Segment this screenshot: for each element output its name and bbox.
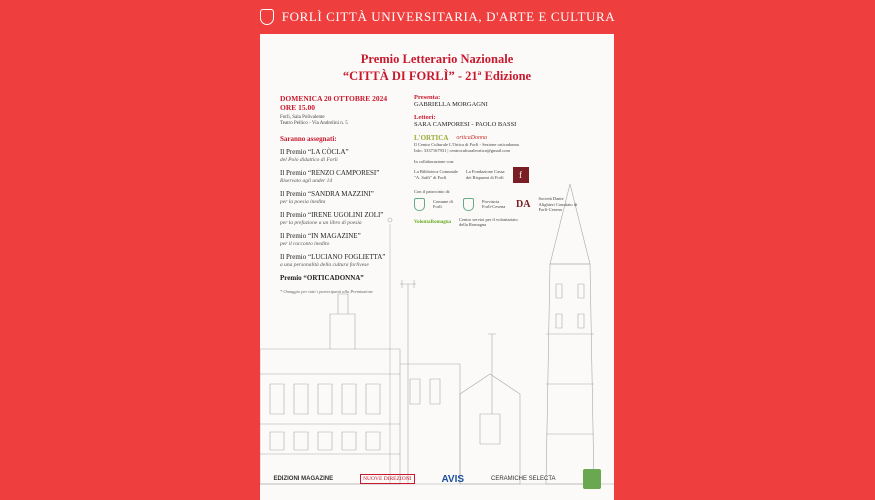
- volontaromagna-logo: VolontaRomagna: [414, 219, 452, 225]
- sponsor-edizioni: EDIZIONI MAGAZINE: [273, 476, 334, 482]
- poster-subtitle: “CITTÀ DI FORLÌ” - 21ª Edizione: [342, 69, 532, 83]
- presenter-label: Presenta:: [414, 94, 441, 101]
- event-place-2: Teatro Pellico - Via Andrelini n. 5: [280, 121, 348, 126]
- poster-header: [260, 52, 614, 84]
- city-crest-icon: [260, 9, 274, 25]
- patron-dante: Società Dante Alighieri Comitato di Forlì-Cesena: [538, 196, 578, 212]
- sponsor-strip: [260, 464, 614, 494]
- patron-provincia: Provincia Forlì-Cesena: [482, 198, 506, 210]
- prize-name: Premio “ORTICADONNA”: [280, 274, 364, 282]
- site-header: [0, 0, 875, 34]
- prize-name: Il Premio “LA CÒCLA”: [280, 148, 349, 156]
- prize-item: [280, 274, 420, 283]
- poster-title: Premio Letterario Nazionale: [360, 52, 514, 66]
- prize-name: Il Premio “IN MAGAZINE”: [280, 232, 361, 240]
- collab-logos: [414, 167, 604, 183]
- prize-desc: per la poesia inedita: [280, 199, 326, 205]
- patronage-logos: [414, 196, 604, 213]
- presenter-name: GABRIELLA MORGAGNI: [414, 101, 488, 108]
- comune-crest-icon: [414, 198, 425, 211]
- prize-item: [280, 190, 420, 206]
- event-place-1: Forlì, Sala Polivalente: [280, 115, 325, 120]
- dante-logo: DA: [516, 198, 531, 210]
- prize-item: [280, 232, 420, 248]
- event-time: ORE 15.00: [280, 103, 316, 112]
- readers-label: Lettori:: [414, 114, 436, 121]
- prize-desc: del Polo didattico di Forlì: [280, 157, 338, 163]
- sponsor-avis: AVIS: [441, 473, 465, 485]
- sponsor-ceramiche: CERAMICHE SELECTA: [490, 476, 556, 482]
- prize-desc: a una personalità della cultura forlivese: [280, 262, 369, 268]
- prize-desc: per la prefazione a un libro di poesia: [280, 220, 362, 226]
- event-poster[interactable]: [260, 34, 614, 500]
- organizer-contact: Info: 3337167931 | centroculturaleortica@gmail.com: [414, 147, 511, 153]
- collab-foundation-sub: dei Risparmi di Forlì: [466, 174, 504, 180]
- collab-foundation: La Fondazione Cassa: [466, 169, 505, 174]
- ortica-logo: L'ORTICA: [414, 134, 449, 142]
- patronage-heading: Con il patrocinio di:: [414, 188, 451, 194]
- patron-comune: Comune di Forlì: [433, 198, 453, 210]
- volontaromagna-desc: Centro servizi per il volontariato della Romagna: [459, 216, 518, 227]
- collab-heading: In collaborazione con:: [414, 159, 455, 164]
- volontaromagna-row: [414, 217, 604, 228]
- sponsor-nuove-direzioni: NUOVE DIREZIONI: [360, 474, 414, 484]
- prize-name: Il Premio “RENZO CAMPORESI”: [280, 169, 380, 177]
- prize-name: Il Premio “IRENE UGOLINI ZOLI”: [280, 211, 384, 219]
- collab-library-sub: "A. Saffi" di Forlì: [414, 174, 447, 180]
- provincia-crest-icon: [463, 198, 474, 211]
- event-date: DOMENICA 20 OTTOBRE 2024: [280, 94, 388, 103]
- prize-name: Il Premio “LUCIANO FOGLIETTA”: [280, 253, 386, 261]
- collab-library: La Biblioteca Comunale: [414, 169, 458, 174]
- prize-item: [280, 253, 420, 269]
- event-credits: [414, 94, 604, 228]
- prize-desc: Riservato agli under 14: [280, 178, 333, 184]
- prizes-heading: Saranno assegnati:: [280, 135, 337, 143]
- sponsor-crest-icon: [583, 469, 601, 489]
- event-details: [280, 94, 420, 294]
- prize-name: Il Premio “SANDRA MAZZINI”: [280, 190, 374, 198]
- prize-note: * Omaggio per tutti i partecipanti alla Premiazione: [280, 289, 373, 294]
- prize-desc: per il racconto inedito: [280, 241, 330, 247]
- prize-item: [280, 211, 420, 227]
- foundation-logo-icon: f: [513, 167, 529, 183]
- organizer-logos: [414, 134, 604, 142]
- organizer-name: Il Centro Culturale L'Ortica di Forlì - Sezione orticadonna: [414, 142, 519, 147]
- prize-item: [280, 169, 420, 185]
- orticadonna-logo: orticaDonna: [456, 135, 488, 141]
- prize-item: [280, 148, 420, 164]
- site-title[interactable]: FORLÌ CITTÀ UNIVERSITARIA, D'ARTE E CULTURA: [281, 9, 616, 24]
- readers-names: SARA CAMPORESI - PAOLO BASSI: [414, 121, 517, 128]
